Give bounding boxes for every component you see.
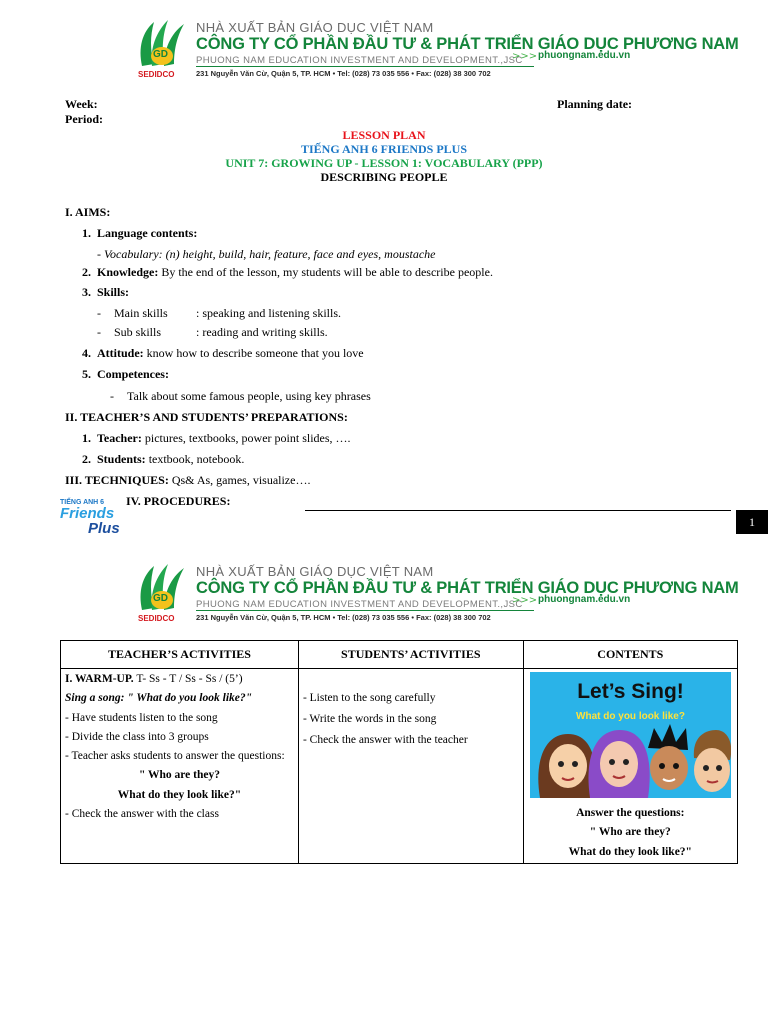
- sing-title: Let’s Sing!: [577, 680, 684, 703]
- header-rule: [196, 610, 534, 611]
- teacher-prep-label: Teacher:: [97, 431, 142, 445]
- answer-label: Answer the questions:: [576, 807, 685, 819]
- students-prep-label: Students:: [97, 452, 146, 466]
- logo-mark: GD: [153, 49, 168, 60]
- comp-dash: -: [110, 389, 114, 403]
- att-label: Attitude:: [97, 346, 144, 360]
- teacher-cell: [61, 669, 299, 864]
- company-name-en: PHUONG NAM EDUCATION INVESTMENT AND DEVELOPMENT.,JSC: [196, 599, 523, 610]
- warmup-label: I. WARM-UP.: [65, 673, 134, 685]
- logo-mid: Friends: [60, 505, 115, 522]
- company-address: 231 Nguyễn Văn Cừ, Quận 5, TP. HCM • Tel: (028) 73 035 556 • Fax: (028) 38 300 702: [196, 69, 491, 78]
- company-name: CÔNG TY CỔ PHẦN ĐẦU TƯ & PHÁT TRIỂN GIÁO DỤC PHƯƠNG NAM: [196, 35, 739, 53]
- main-skills-dash: -: [97, 306, 101, 320]
- cartoon-faces-icon: [530, 672, 731, 798]
- know-num: 2.: [82, 265, 91, 279]
- attitude-line: [97, 346, 364, 360]
- att-num: 4.: [82, 346, 91, 360]
- question-2: What do they look like?": [117, 788, 242, 801]
- techniques-label: III. TECHNIQUES:: [65, 473, 169, 487]
- header-contents: CONTENTS: [523, 641, 737, 669]
- publisher-name: NHÀ XUẤT BẢN GIÁO DỤC VIỆT NAM: [196, 564, 434, 579]
- lang-label: Language contents:: [97, 226, 198, 240]
- student-step: - Listen to the song carefully: [302, 692, 436, 704]
- techniques-line: [65, 473, 310, 487]
- sub-skills-text: : reading and writing skills.: [196, 325, 328, 339]
- teacher-step: - Divide the class into 3 groups: [65, 730, 209, 743]
- warmup-text: T- Ss - T / Ss - Ss / (5’): [133, 673, 243, 685]
- book-title: TIẾNG ANH 6 FRIENDS PLUS: [300, 142, 468, 156]
- planning-date-label: Planning date:: [557, 97, 633, 111]
- att-text: know how to describe someone that you love: [143, 346, 364, 360]
- teacher-prep-text: pictures, textbooks, power point slides, ….: [141, 431, 351, 445]
- sub-skills-dash: -: [97, 325, 101, 339]
- teacher-step: - Have students listen to the song: [65, 711, 218, 724]
- teacher-num: 1.: [82, 431, 91, 445]
- logo-text: SEDIDCO: [138, 70, 175, 79]
- header-students: STUDENTS’ ACTIVITIES: [298, 641, 523, 669]
- sub-skills-label: Sub skills: [114, 325, 162, 339]
- period-label: Period:: [65, 112, 103, 126]
- main-skills-text: : speaking and listening skills.: [196, 306, 341, 320]
- logo-bot: Plus: [88, 520, 120, 537]
- students-num: 2.: [82, 452, 91, 466]
- table-header-row: [61, 641, 738, 669]
- teacher-step: - Teacher asks students to answer the questions:: [65, 750, 285, 763]
- song-line: Sing a song: " What do you look like?": [65, 692, 253, 705]
- logo-mark: GD: [153, 593, 168, 604]
- main-skills-label: Main skills: [114, 306, 168, 320]
- week-label: Week:: [65, 97, 98, 111]
- arrows-icon: >>>: [512, 51, 538, 62]
- logo-text: SEDIDCO: [138, 614, 175, 623]
- know-text: By the end of the lesson, my students will be able to describe people.: [158, 265, 493, 279]
- footer-rule: [305, 510, 731, 511]
- skills-num: 3.: [82, 285, 91, 299]
- lesson-plan-title: LESSON PLAN: [342, 128, 426, 142]
- comp-num: 5.: [82, 367, 91, 381]
- friends-plus-logo: [60, 499, 126, 541]
- company-website: phuongnam.edu.vn: [538, 594, 631, 605]
- comp-text: Talk about some famous people, using key phrases: [127, 389, 371, 403]
- unit-title: UNIT 7: GROWING UP - LESSON 1: VOCABULARY (PPP): [225, 156, 543, 170]
- company-address: 231 Nguyễn Văn Cừ, Quận 5, TP. HCM • Tel: (028) 73 035 556 • Fax: (028) 38 300 702: [196, 613, 491, 622]
- page-number: 1: [736, 510, 768, 534]
- company-website: phuongnam.edu.vn: [538, 50, 631, 61]
- students-prep-line: [97, 452, 244, 466]
- header-teacher: TEACHER’S ACTIVITIES: [61, 641, 299, 669]
- prep-heading: II. TEACHER’S AND STUDENTS’ PREPARATIONS:: [65, 410, 348, 424]
- techniques-text: Qs& As, games, visualize….: [168, 473, 311, 487]
- header-rule: [196, 66, 534, 67]
- publisher-name: NHÀ XUẤT BẢN GIÁO DỤC VIỆT NAM: [196, 20, 434, 35]
- topic-title: DESCRIBING PEOPLE: [320, 170, 448, 184]
- content-question-2: What do they look like?": [568, 845, 692, 858]
- know-label: Knowledge:: [97, 265, 159, 279]
- lang-num: 1.: [82, 226, 91, 240]
- procedures-heading: IV. PROCEDURES:: [126, 494, 231, 508]
- vocab-line: - Vocabulary: (n) height, build, hair, feature, face and eyes, moustache: [97, 247, 436, 261]
- aims-heading: I. AIMS:: [65, 205, 111, 219]
- teacher-prep-line: [97, 431, 351, 445]
- lets-sing-image: [530, 672, 731, 798]
- question-1: " Who are they?: [138, 769, 220, 782]
- students-cell: [298, 669, 523, 864]
- company-name-en: PHUONG NAM EDUCATION INVESTMENT AND DEVELOPMENT.,JSC: [196, 55, 523, 66]
- student-step: - Write the words in the song: [302, 713, 437, 725]
- teacher-step: - Check the answer with the class: [65, 808, 219, 821]
- header-banner: [134, 18, 739, 80]
- skills-label: Skills:: [97, 285, 130, 299]
- students-prep-text: textbook, notebook.: [145, 452, 245, 466]
- sing-subtitle: What do you look like?: [576, 711, 685, 722]
- header-banner-2: [134, 562, 739, 624]
- warmup-line: [65, 670, 294, 689]
- company-name: CÔNG TY CỔ PHẦN ĐẦU TƯ & PHÁT TRIỂN GIÁO DỤC PHƯƠNG NAM: [196, 579, 739, 597]
- arrows-icon: >>>: [512, 595, 538, 606]
- knowledge-line: [97, 265, 493, 279]
- student-step: - Check the answer with the teacher: [302, 734, 468, 746]
- comp-label: Competences:: [97, 367, 169, 381]
- content-question-1: " Who are they?: [589, 826, 671, 839]
- logo-top: TIẾNG ANH 6: [60, 499, 105, 506]
